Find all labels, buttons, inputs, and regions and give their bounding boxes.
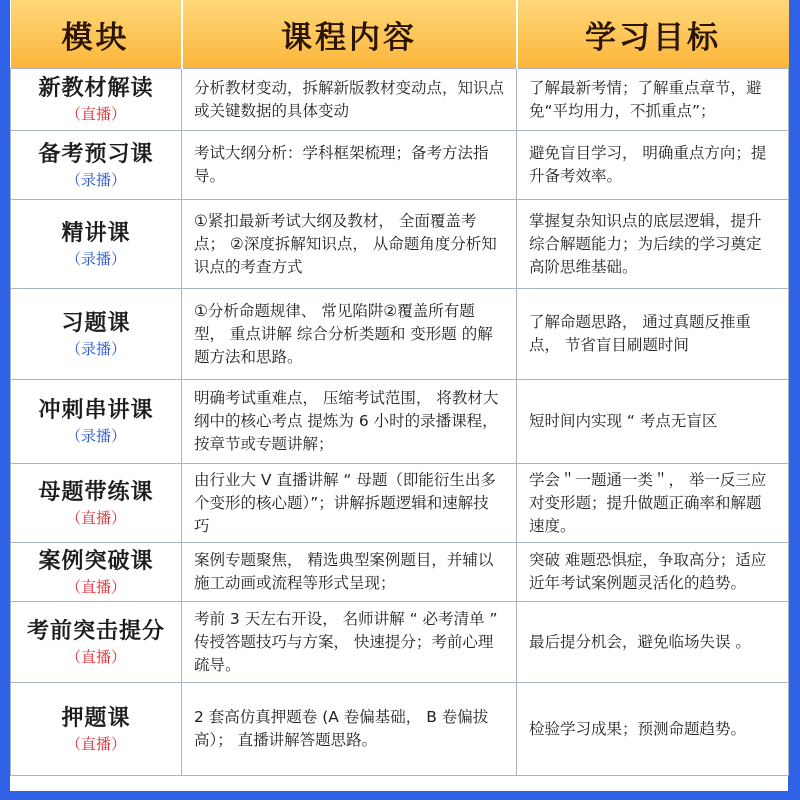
table-row: [11, 464, 789, 543]
module-cell: [11, 683, 182, 776]
goal-cell: 掌握复杂知识点的底层逻辑，提升综合解题能力；为后续的学习奠定高阶思维基础。: [517, 200, 789, 289]
table-row: [11, 131, 789, 200]
delivery-tag: （直播）: [65, 647, 126, 666]
content-cell: 考试大纲分析：学科框架梳理；备考方法指导。: [182, 131, 517, 200]
module-name: 精讲课: [61, 220, 131, 246]
module-name: 新教材解读: [38, 76, 154, 101]
content-cell: ①分析命题规律、 常见陷阱②覆盖所有题型， 重点讲解 综合分析类题和 变形题 的解题方法和思路。: [182, 289, 517, 380]
header-module: 模块: [11, 0, 182, 69]
goal-cell: 最后提分机会，避免临场失误 。: [517, 602, 789, 683]
table-row: [11, 289, 789, 380]
module-cell: [11, 69, 182, 131]
delivery-tag: （录播）: [65, 249, 126, 268]
module-cell: [11, 543, 182, 602]
module-name: 考前突击提分: [26, 618, 165, 644]
delivery-tag: （直播）: [65, 734, 126, 753]
module-cell: [11, 464, 182, 543]
content-cell: 由行业大 V 直播讲解 “ 母题（即能衍生出多个变形的核心题）”；讲解拆题逻辑和速解技巧: [182, 464, 517, 543]
module-cell: [11, 200, 182, 289]
goal-cell: 了解最新考情；了解重点章节，避免“平均用力，不抓重点”；: [517, 69, 789, 131]
module-name: 备考预习课: [38, 141, 154, 167]
table-row: [11, 602, 789, 683]
delivery-tag: （直播）: [65, 508, 126, 527]
header-goal: 学习目标: [517, 0, 789, 69]
goal-cell: 避免盲目学习， 明确重点方向；提升备考效率。: [517, 131, 789, 200]
module-cell: [11, 380, 182, 464]
content-cell: 2 套高仿真押题卷 (A 卷偏基础， B 卷偏拔高）； 直播讲解答题思路。: [182, 683, 517, 776]
module-name: 冲刺串讲课: [38, 398, 154, 423]
goal-cell: 了解命题思路， 通过真题反推重点， 节省盲目刷题时间: [517, 289, 789, 380]
delivery-tag: （直播）: [65, 577, 126, 596]
module-name: 习题课: [61, 310, 131, 336]
header-content: 课程内容: [182, 0, 517, 69]
module-cell: [11, 602, 182, 683]
content-cell: ①紧扣最新考试大纲及教材， 全面覆盖考点； ②深度拆解知识点， 从命题角度分析知识点的考查方式: [182, 200, 517, 289]
goal-cell: 检验学习成果；预测命题趋势。: [517, 683, 789, 776]
content-cell: 明确考试重难点， 压缩考试范围， 将教材大纲中的核心考点 提炼为 6 小时的录播课程， 按章节或专题讲解；: [182, 380, 517, 464]
goal-cell: 短时间内实现 “ 考点无盲区: [517, 380, 789, 464]
goal-cell: 突破 难题恐惧症，争取高分；适应近年考试案例题灵活化的趋势。: [517, 543, 789, 602]
goal-cell: 学会＂一题通一类＂， 举一反三应对变形题；提升做题正确率和解题速度。: [517, 464, 789, 543]
module-name: 母题带练课: [38, 479, 154, 505]
delivery-tag: （录播）: [65, 427, 126, 445]
delivery-tag: （录播）: [65, 170, 126, 189]
module-cell: [11, 289, 182, 380]
table-row: [11, 69, 789, 131]
table-row: [11, 380, 789, 464]
delivery-tag: （录播）: [65, 339, 126, 358]
course-table: [10, 0, 789, 776]
content-cell: 考前 3 天左右开设， 名师讲解 “ 必考清单 ” 传授答题技巧与方案， 快速提分；考前心理疏导。: [182, 602, 517, 683]
table-row: [11, 200, 789, 289]
content-cell: 案例专题聚焦， 精选典型案例题目，并辅以施工动画或流程等形式呈现；: [182, 543, 517, 602]
table-header-row: [11, 0, 789, 69]
table-row: [11, 683, 789, 776]
module-name: 押题课: [61, 705, 131, 731]
module-cell: [11, 131, 182, 200]
course-table-card: [10, 0, 788, 791]
delivery-tag: （直播）: [65, 105, 126, 123]
module-name: 案例突破课: [38, 548, 154, 574]
content-cell: 分析教材变动，拆解新版教材变动点，知识点或关键数据的具体变动: [182, 69, 517, 131]
table-row: [11, 543, 789, 602]
